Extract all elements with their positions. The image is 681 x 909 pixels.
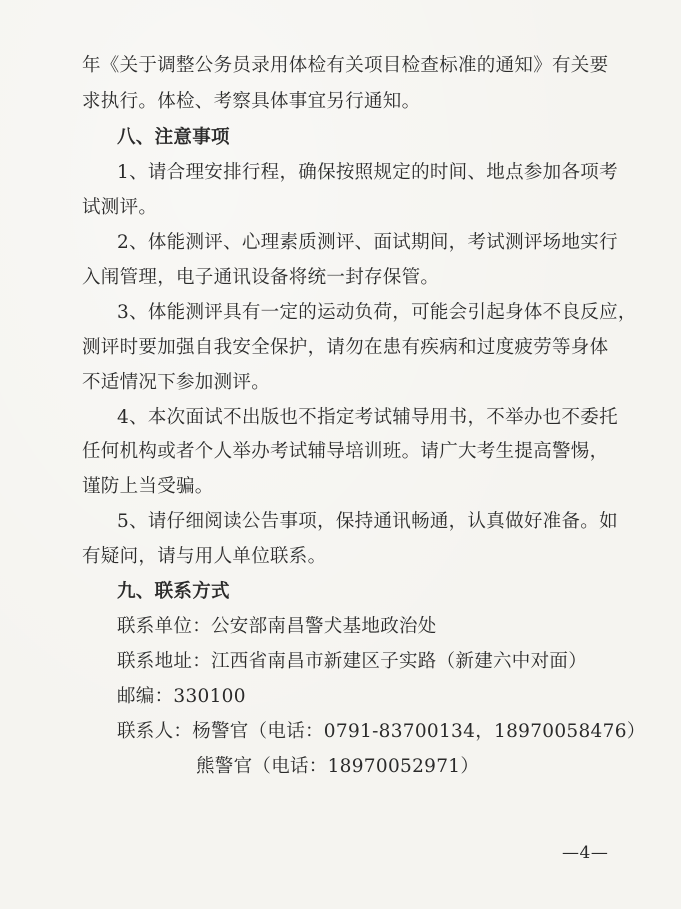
notice-2-line-2: 入闱管理，电子通讯设备将统一封存保管。 — [82, 267, 440, 288]
contact-person-1: 联系人：杨警官（电话：0791-83700134，18970058476） — [117, 721, 646, 742]
section-9-heading: 九、联系方式 — [117, 581, 230, 602]
notice-4-line-1: 4、本次面试不出版也不指定考试辅导用书，不举办也不委托 — [117, 407, 618, 428]
notice-3-line-3: 不适情况下参加测评。 — [82, 372, 271, 393]
section-8-heading: 八、注意事项 — [117, 127, 230, 148]
notice-3-line-2: 测评时要加强自我安全保护，请勿在患有疾病和过度疲劳等身体 — [82, 337, 609, 358]
contact-unit: 联系单位：公安部南昌警犬基地政治处 — [117, 616, 437, 637]
notice-1-line-1: 1、请合理安排行程，确保按照规定的时间、地点参加各项考 — [117, 162, 618, 183]
notice-4-line-2: 任何机构或者个人举办考试辅导培训班。请广大考生提高警惕， — [82, 441, 609, 462]
contact-person-2: 熊警官（电话：18970052971） — [196, 756, 480, 777]
page-number: —4— — [562, 843, 609, 863]
body-line-1: 年《关于调整公务员录用体检有关项目检查标准的通知》有关要 — [82, 55, 609, 76]
notice-4-line-3: 谨防上当受骗。 — [82, 476, 214, 497]
notice-3-line-1: 3、体能测评具有一定的运动负荷，可能会引起身体不良反应， — [117, 302, 637, 323]
contact-address: 联系地址：江西省南昌市新建区子实路（新建六中对面） — [117, 651, 588, 672]
notice-1-line-2: 试测评。 — [82, 197, 158, 218]
notice-2-line-1: 2、体能测评、心理素质测评、面试期间，考试测评场地实行 — [117, 232, 618, 253]
notice-5-line-1: 5、请仔细阅读公告事项，保持通讯畅通，认真做好准备。如 — [117, 511, 618, 532]
contact-postcode: 邮编：330100 — [117, 686, 246, 707]
body-line-2: 求执行。体检、考察具体事宜另行通知。 — [82, 91, 421, 112]
notice-5-line-2: 有疑问，请与用人单位联系。 — [82, 546, 327, 567]
